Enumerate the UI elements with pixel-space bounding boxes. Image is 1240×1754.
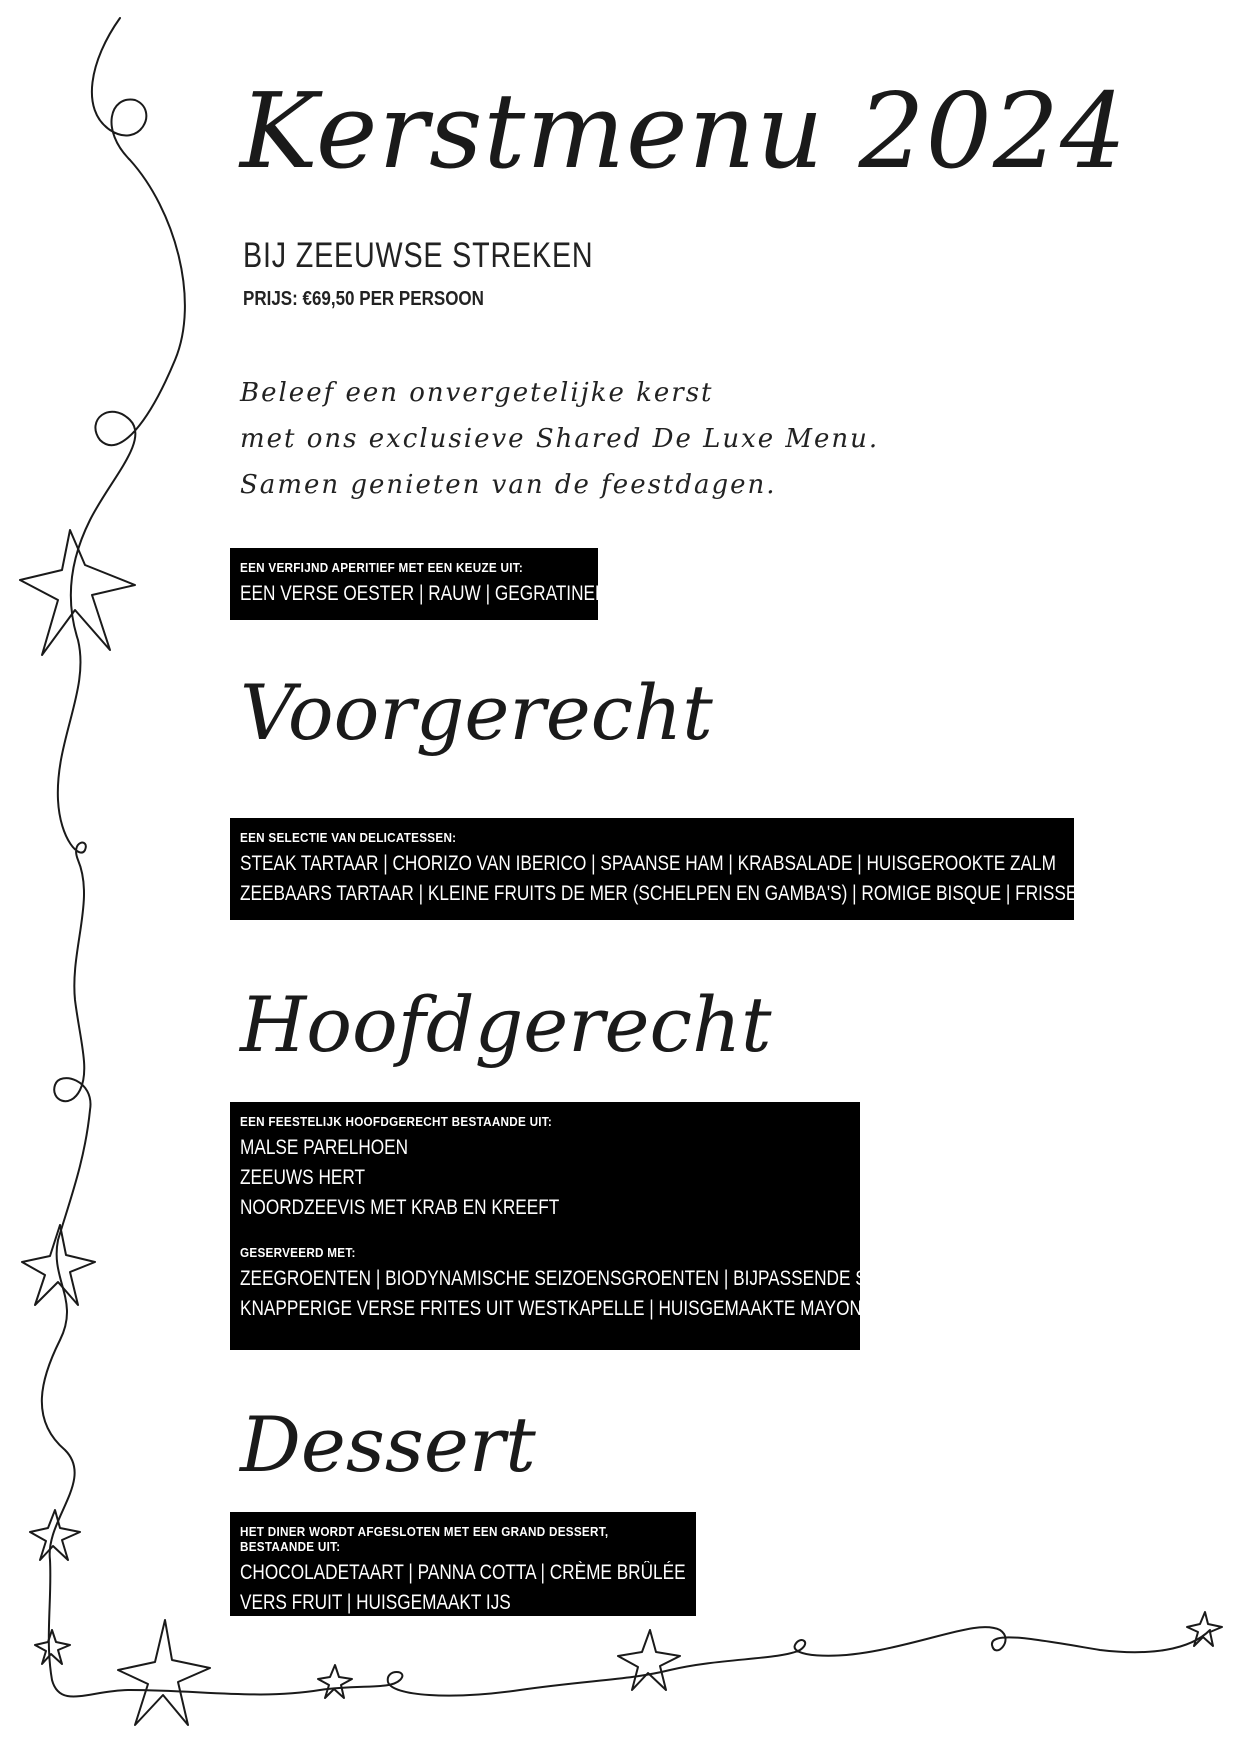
subtitle: BIJ ZEEUWSE STREKEN xyxy=(243,236,594,275)
aperitif-box xyxy=(230,548,632,620)
hoofdgerecht-heading: Hoofdgerecht xyxy=(240,980,772,1069)
menu-line: ZEEGROENTEN | BIODYNAMISCHE SEIZOENSGROENTEN | BIJPASSENDE SAUZEN xyxy=(240,1267,926,1290)
dessert-heading: Dessert xyxy=(240,1400,536,1489)
menu-line: MALSE PARELHOEN xyxy=(240,1136,409,1159)
menu-line: CHOCOLADETAART | PANNA COTTA | CRÈME BRÛLÉE xyxy=(240,1561,686,1584)
voorgerecht-intro: EEN SELECTIE VAN DELICATESSEN: xyxy=(240,830,457,845)
voorgerecht-heading: Voorgerecht xyxy=(240,668,713,757)
menu-line: ZEEBAARS TARTAAR | KLEINE FRUITS DE MER (SCHELPEN EN GAMBA'S) | ROMIGE BISQUE | FRISSE SALADE xyxy=(240,882,1151,905)
menu-line: ZEEUWS HERT xyxy=(240,1166,366,1189)
intro-line: Beleef een onvergetelijke kerst xyxy=(240,378,714,408)
menu-line: VERS FRUIT | HUISGEMAAKT IJS xyxy=(240,1591,511,1614)
spacer xyxy=(240,1223,850,1245)
price-label: PRIJS: €69,50 PER PERSOON xyxy=(243,288,484,310)
hoofdgerecht-intro: EEN FEESTELIJK HOOFDGERECHT BESTAANDE UIT: xyxy=(240,1114,553,1129)
intro-line: met ons exclusieve Shared De Luxe Menu. xyxy=(240,424,880,454)
voorgerecht-box xyxy=(230,818,1151,920)
served-with-intro: GESERVEERD MET: xyxy=(240,1245,356,1260)
intro-text xyxy=(240,370,879,508)
menu-line: KNAPPERIGE VERSE FRITES UIT WESTKAPELLE | HUISGEMAAKTE MAYONAISE xyxy=(240,1297,902,1320)
dessert-box xyxy=(230,1512,696,1616)
intro-line: Samen genieten van de feestdagen. xyxy=(240,470,777,500)
aperitif-intro: EEN VERFIJND APERITIEF MET EEN KEUZE UIT: xyxy=(240,560,524,575)
aperitif-options: EEN VERSE OESTER | RAUW | GEGRATINEERD xyxy=(240,582,632,605)
menu-line: NOORDZEEVIS MET KRAB EN KREEFT xyxy=(240,1196,560,1219)
hoofdgerecht-box xyxy=(230,1102,926,1350)
menu-line: STEAK TARTAAR | CHORIZO VAN IBERICO | SPAANSE HAM | KRABSALADE | HUISGEROOKTE ZALM xyxy=(240,852,1056,875)
dessert-intro: HET DINER WORDT AFGESLOTEN MET EEN GRAND DESSERT, BESTAANDE UIT: xyxy=(240,1524,609,1554)
page-title: Kerstmenu 2024 xyxy=(240,70,1128,192)
